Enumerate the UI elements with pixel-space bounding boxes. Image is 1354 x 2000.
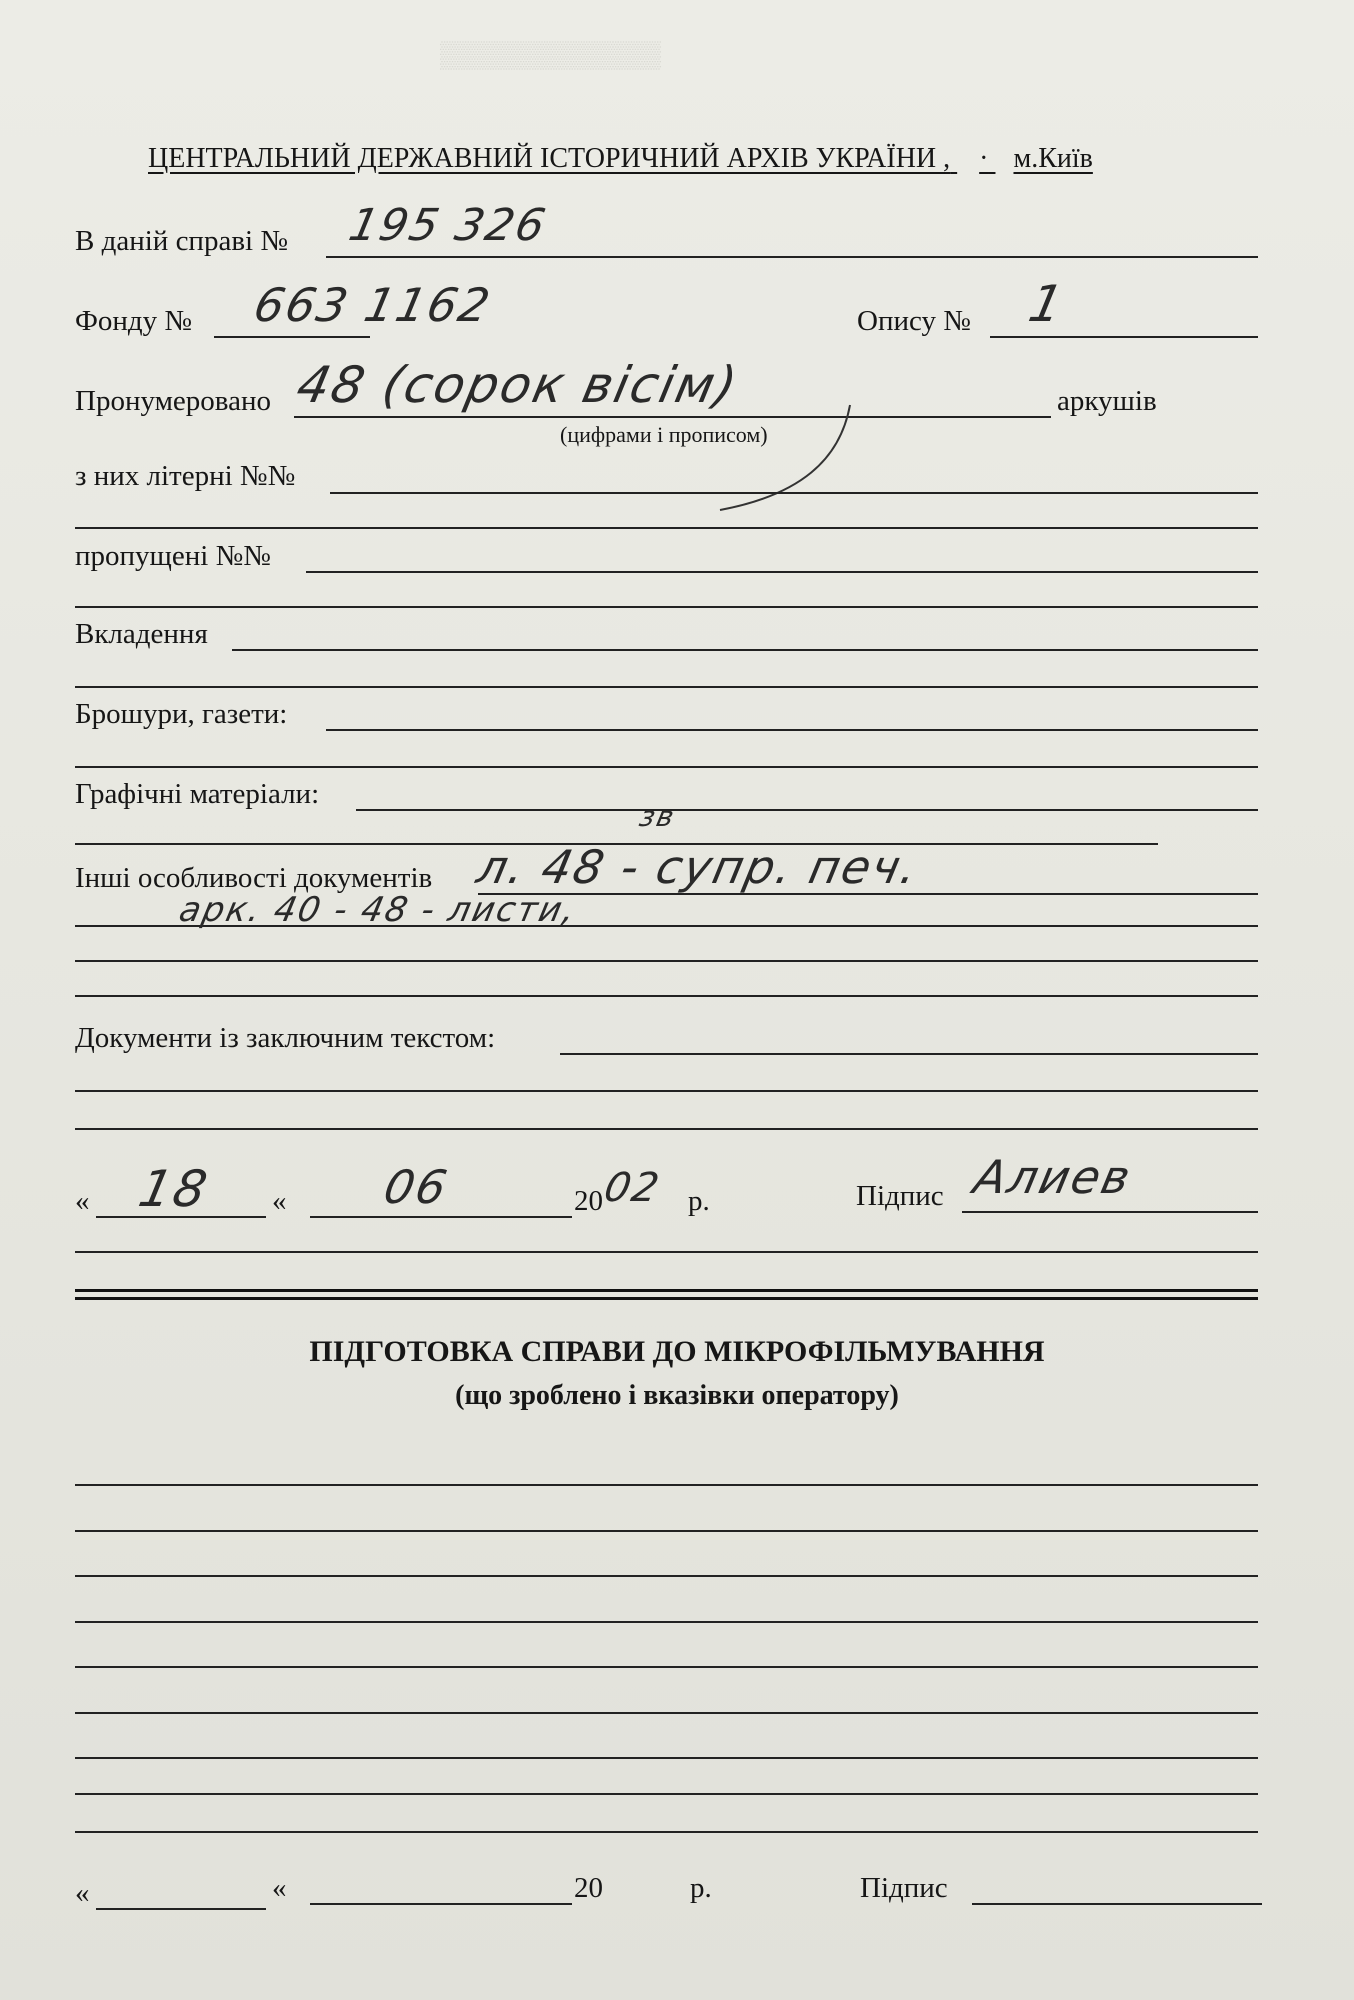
attachments-line-2 (75, 686, 1258, 688)
case-label: В даній справі № (75, 225, 288, 257)
opys-label: Опису № (857, 305, 971, 337)
fond-line (214, 336, 370, 338)
section-divider-2 (75, 1297, 1258, 1300)
date-signature: Алиев (969, 1150, 1137, 1204)
final-quote-open: « (75, 1877, 90, 1909)
date-quote-close: « (272, 1185, 287, 1217)
date-year-suffix: р. (688, 1185, 710, 1217)
features-line-3 (75, 960, 1258, 962)
graphics-line (356, 809, 1258, 811)
final-signature-label: Підпис (860, 1872, 948, 1904)
fond-value: 663 1162 (249, 278, 497, 332)
section2-title: ПІДГОТОВКА СПРАВИ ДО МІКРОФІЛЬМУВАННЯ (309, 1335, 1045, 1368)
operator-line-1 (75, 1484, 1258, 1486)
section2-subtitle: (що зроблено і вказівки оператору) (455, 1380, 899, 1411)
date-signature-line (962, 1211, 1258, 1213)
date-quote-open: « (75, 1185, 90, 1217)
numbered-line (294, 416, 1051, 418)
final-signature-line (972, 1903, 1262, 1905)
closing-line (560, 1053, 1258, 1055)
operator-line-6 (75, 1712, 1258, 1714)
opys-value: 1 (1023, 275, 1070, 333)
graphics-label: Графічні матеріали: (75, 778, 320, 810)
skipped-label: пропущені №№ (75, 540, 271, 572)
skipped-line (306, 571, 1258, 573)
closing-line-3 (75, 1128, 1258, 1130)
date-day: 18 (133, 1160, 214, 1218)
brochures-line-2 (75, 766, 1258, 768)
operator-line-3 (75, 1575, 1258, 1577)
archive-city: м.Київ (1013, 143, 1093, 174)
features-value-2: арк. 40 - 48 - листи, (175, 890, 581, 930)
skipped-line-2 (75, 606, 1258, 608)
archive-name: ЦЕНТРАЛЬНИЙ ДЕРЖАВНИЙ ІСТОРИЧНИЙ АРХІВ УКРАЇНИ , (148, 143, 951, 174)
closing-label: Документи із заключним текстом: (75, 1022, 496, 1054)
date-month: 06 (379, 1160, 454, 1214)
letter-line-2 (75, 527, 1258, 529)
attachments-line (232, 649, 1258, 651)
brochures-label: Брошури, газети: (75, 698, 288, 730)
operator-line-8 (75, 1793, 1258, 1795)
bleed-through-text (440, 40, 661, 70)
operator-line-2 (75, 1530, 1258, 1532)
header-dot: · (979, 143, 989, 174)
section-divider-1 (75, 1289, 1258, 1292)
handwritten-stroke (700, 400, 880, 520)
numbered-hint: (цифрами і прописом) (560, 422, 768, 447)
features-label: Інші особливості документів (75, 862, 433, 894)
attachments-label: Вкладення (75, 618, 208, 650)
bleed-through-mark: ▒▒▒▒▒▒▒▒▒▒▒▒ (440, 40, 662, 69)
date-year-value: 02 (600, 1165, 665, 1211)
operator-line-9 (75, 1831, 1258, 1833)
numbered-value: 48 (сорок вісім) (291, 356, 744, 414)
date-signature-label: Підпис (856, 1180, 944, 1212)
features-mark: зв (636, 800, 679, 833)
numbered-suffix: аркушів (1057, 385, 1157, 417)
brochures-line (326, 729, 1258, 731)
letter-label: з них літерні №№ (75, 460, 296, 492)
date-year-prefix: 20 (574, 1185, 603, 1217)
final-year-prefix: 20 (574, 1872, 603, 1904)
letter-line (330, 492, 1258, 494)
numbered-label: Пронумеровано (75, 385, 272, 417)
operator-line-5 (75, 1666, 1258, 1668)
fond-label: Фонду № (75, 305, 193, 337)
closing-line-2 (75, 1090, 1258, 1092)
final-day-line (96, 1908, 266, 1910)
features-line-4 (75, 995, 1258, 997)
final-quote-close: « (272, 1872, 287, 1904)
archive-header (148, 143, 1093, 175)
opys-line (990, 336, 1258, 338)
features-value-1: л. 48 - супр. печ. (472, 840, 924, 894)
operator-line-4 (75, 1621, 1258, 1623)
after-date-line (75, 1251, 1258, 1253)
operator-line-7 (75, 1757, 1258, 1759)
case-value: 195 326 (344, 200, 552, 251)
final-month-line (310, 1903, 572, 1905)
case-line (326, 256, 1258, 258)
final-year-suffix: р. (690, 1872, 712, 1904)
month-line (310, 1216, 572, 1218)
